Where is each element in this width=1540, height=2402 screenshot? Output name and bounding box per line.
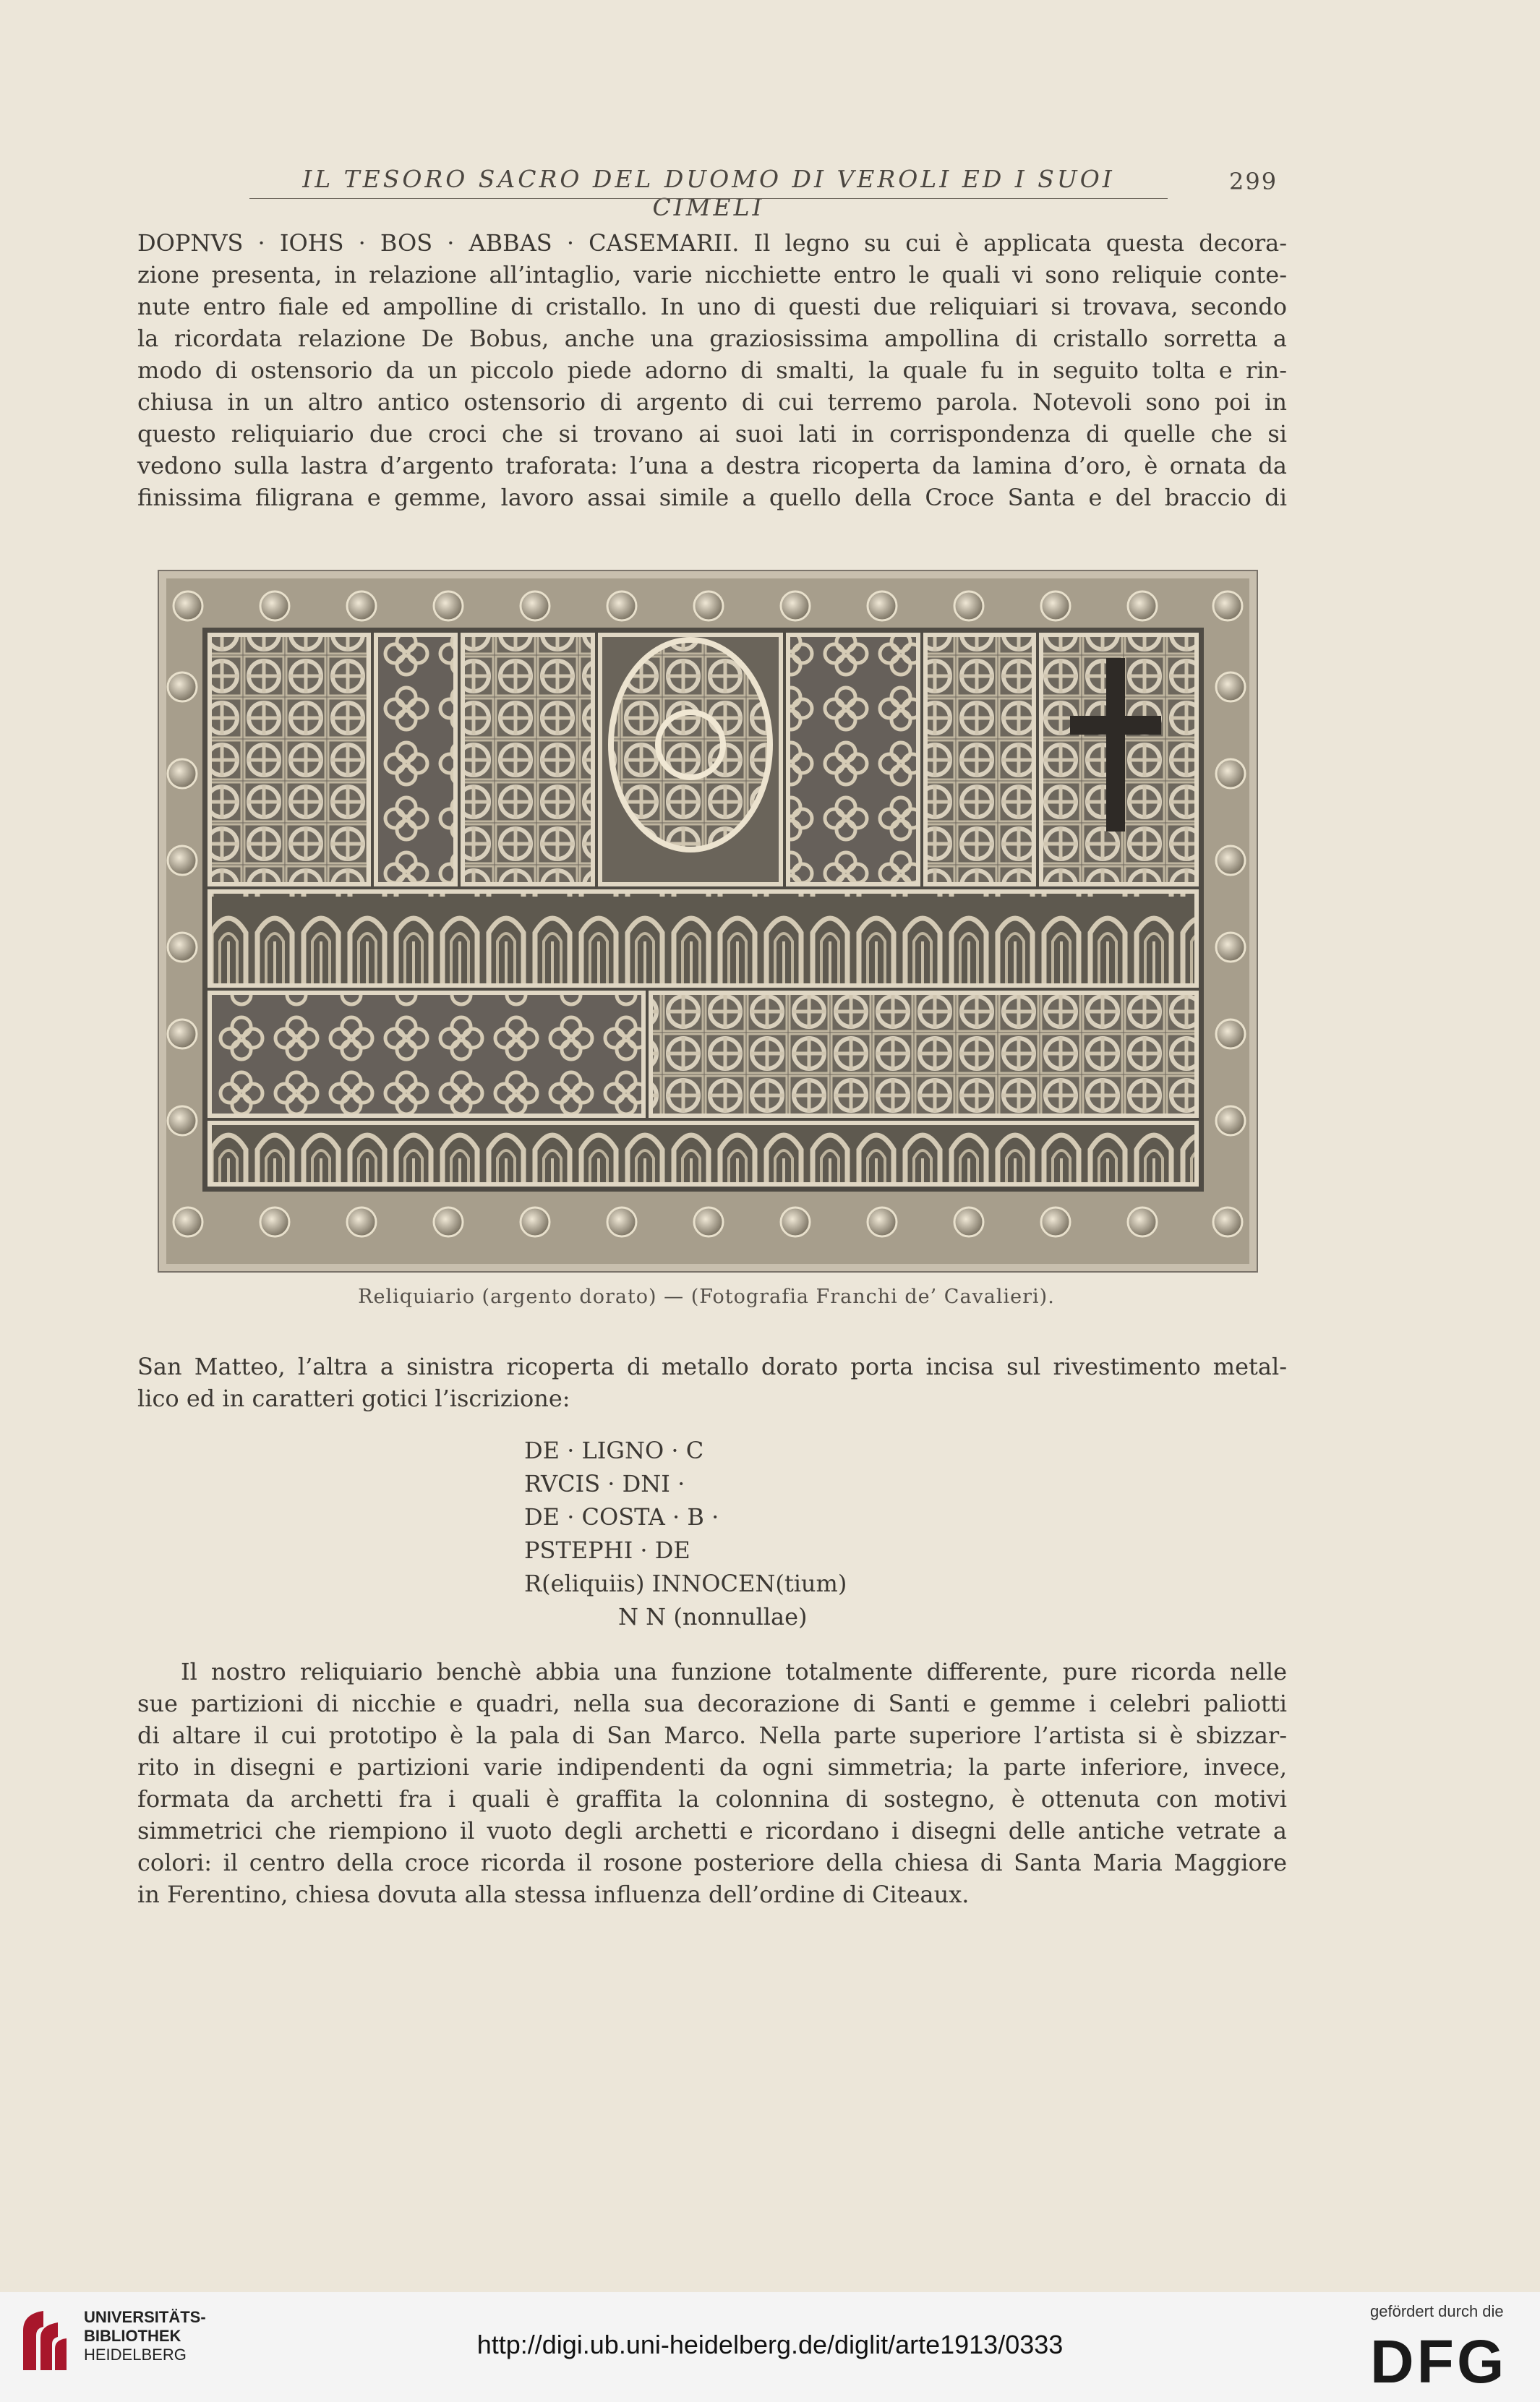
inscription-line: RVCIS · DNI · <box>524 1470 685 1497</box>
text-line: chiusa in un altro antico ostensorio di argento di cui terremo parola. Notevoli sono poi in <box>137 388 1287 416</box>
text-line: finissima filigrana e gemme, lavoro assai simile a quello della Croce Santa e del braccio di <box>137 484 1287 511</box>
text-line: la ricordata relazione De Bobus, anche una graziosissima ampollina di cristallo sorretta a <box>137 325 1287 352</box>
funded-by-label: gefördert durch die <box>1370 2302 1504 2320</box>
paragraph-3 <box>137 1656 1287 1910</box>
library-name-line: UNIVERSITÄTS- <box>84 2308 206 2326</box>
text-line: San Matteo, l’altra a sinistra ricoperta di metallo dorato porta incisa sul rivestimento metal- <box>137 1353 1287 1380</box>
permalink-url[interactable]: http://digi.ub.uni-heidelberg.de/diglit/arte1913/0333 <box>476 2330 1064 2359</box>
text-line: colori: il centro della croce ricorda il rosone posteriore della chiesa di Santa Maria Maggiore <box>137 1849 1287 1876</box>
inscription-line: PSTEPHI · DE <box>524 1536 690 1564</box>
inscription-line: DE · COSTA · B · <box>524 1503 719 1531</box>
inscription-line: DE · LIGNO · C <box>524 1437 704 1464</box>
page-number: 299 <box>1229 168 1278 195</box>
text-line: rito in disegni e partizioni varie indipendenti da ogni simmetria; la parte inferiore, invece, <box>137 1753 1287 1781</box>
library-name-line: BIBLIOTHEK <box>84 2327 181 2345</box>
reliquary-photograph <box>158 570 1258 1273</box>
text-line: lico ed in caratteri gotici l’iscrizione: <box>137 1385 570 1412</box>
paragraph-1 <box>137 227 1287 513</box>
inscription-block <box>524 1434 847 1633</box>
text-line: questo reliquiario due croci che si trovano ai suoi lati in corrispondenza di quelle che si <box>137 420 1287 448</box>
text-line: sue partizioni di nicchie e quadri, nella sua decorazione di Santi e gemme i celebri paliotti <box>137 1690 1287 1717</box>
library-name-line: HEIDELBERG <box>84 2346 187 2364</box>
inscription-line: R(eliquiis) INNOCEN(tium) <box>524 1570 847 1597</box>
text-line: in Ferentino, chiesa dovuta alla stessa influenza dell’ordine di Citeaux. <box>137 1881 970 1908</box>
text-line: di altare il cui prototipo è la pala di San Marco. Nella parte superiore l’artista si è sbizzar- <box>137 1722 1287 1749</box>
inscription-line: N N (nonnullae) <box>618 1603 808 1630</box>
text-line: vedono sulla lastra d’argento traforata: l’una a destra ricoperta da lamina d’oro, è ornata da <box>137 452 1287 479</box>
running-head: IL TESORO SACRO DEL DUOMO DI VEROLI ED I SUOI CIMELI <box>257 165 1160 221</box>
text-line: zione presenta, in relazione all’intaglio, varie nicchiette entro le quali vi sono reliquie conte- <box>137 261 1287 289</box>
text-line: simmetrici che riempiono il vuoto degli archetti e ricordano i disegni delle antiche vetrate a <box>137 1817 1287 1845</box>
text-line: modo di ostensorio da un piccolo piede adorno di smalti, la quale fu in seguito tolta e rin- <box>137 356 1287 384</box>
text-line: formata da archetti fra i quali è graffita la colonnina di sostegno, è ottenuta con motivi <box>137 1785 1287 1813</box>
paragraph-2 <box>137 1351 1287 1414</box>
dfg-logo: DFG <box>1370 2328 1507 2395</box>
text-line: DOPNVS · IOHS · BOS · ABBAS · CASEMARII. Il legno su cui è applicata questa decora- <box>137 229 1287 257</box>
figure-caption: Reliquiario (argento dorato) — (Fotografia Franchi de’ Cavalieri). <box>358 1286 1055 1308</box>
text-line: nute entro fiale ed ampolline di cristallo. In uno di questi due reliquiari si trovava, secondo <box>137 293 1287 320</box>
text-line: Il nostro reliquiario benchè abbia una funzione totalmente differente, pure ricorda nelle <box>181 1658 1287 1685</box>
